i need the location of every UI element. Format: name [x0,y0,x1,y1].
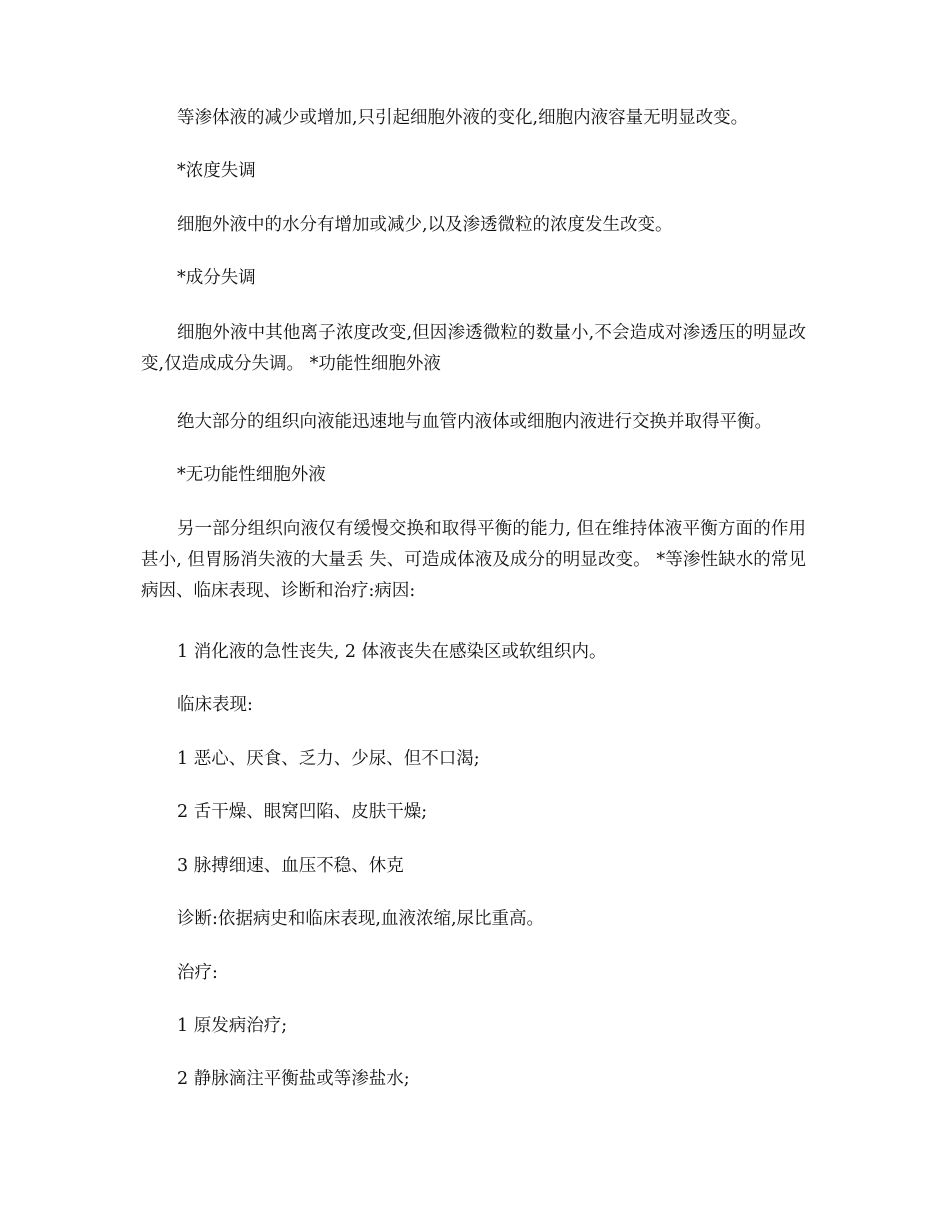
heading-nonfunctional-ecf: *无功能性细胞外液 [177,465,326,485]
list-item-symptom-3: 3 脉搏细速、血压不稳、休克 [177,856,404,876]
paragraph-functional-ecf: 绝大部分的组织向液能迅速地与血管内液体或细胞内液进行交换并取得平衡。 [177,412,772,432]
paragraph-composition-imbalance: 细胞外液中其他离子浓度改变,但因渗透微粒的数量小,不会造成对渗透压的明显改变,仅造成成分失调。 *功能性细胞外液 [141,323,806,374]
paragraph-isotonic-fluid-change: 等渗体液的减少或增加,只引起细胞外液的变化,细胞内液容量无明显改变。 [177,108,749,128]
heading-treatment: 治疗: [177,963,218,983]
heading-concentration-imbalance: *浓度失调 [177,161,256,181]
paragraph-concentration-imbalance: 细胞外液中的水分有增加或减少,以及渗透微粒的浓度发生改变。 [177,215,673,235]
paragraph-causes-list: 1 消化液的急性丧失, 2 体液丧失在感染区或软组织内。 [177,642,607,662]
list-item-treatment-2: 2 静脉滴注平衡盐或等渗盐水; [177,1069,410,1089]
list-item-treatment-1: 1 原发病治疗; [177,1016,288,1036]
list-item-symptom-2: 2 舌干燥、眼窝凹陷、皮肤干燥; [177,802,428,822]
heading-clinical-manifestations: 临床表现: [177,695,253,715]
list-item-symptom-1: 1 恶心、厌食、乏力、少尿、但不口渴; [177,749,480,769]
paragraph-nonfunctional-ecf: 另一部分组织向液仅有缓慢交换和取得平衡的能力, 但在维持体液平衡方面的作用甚小, 但胃肠消失液的大量丢 失、可造成体液及成分的明显改变。 *等渗性缺水的常见病因、临床表现、诊断和治疗:病因: [141,519,806,601]
heading-composition-imbalance: *成分失调 [177,268,256,288]
paragraph-diagnosis: 诊断:依据病史和临床表现,血液浓缩,尿比重高。 [177,909,545,929]
